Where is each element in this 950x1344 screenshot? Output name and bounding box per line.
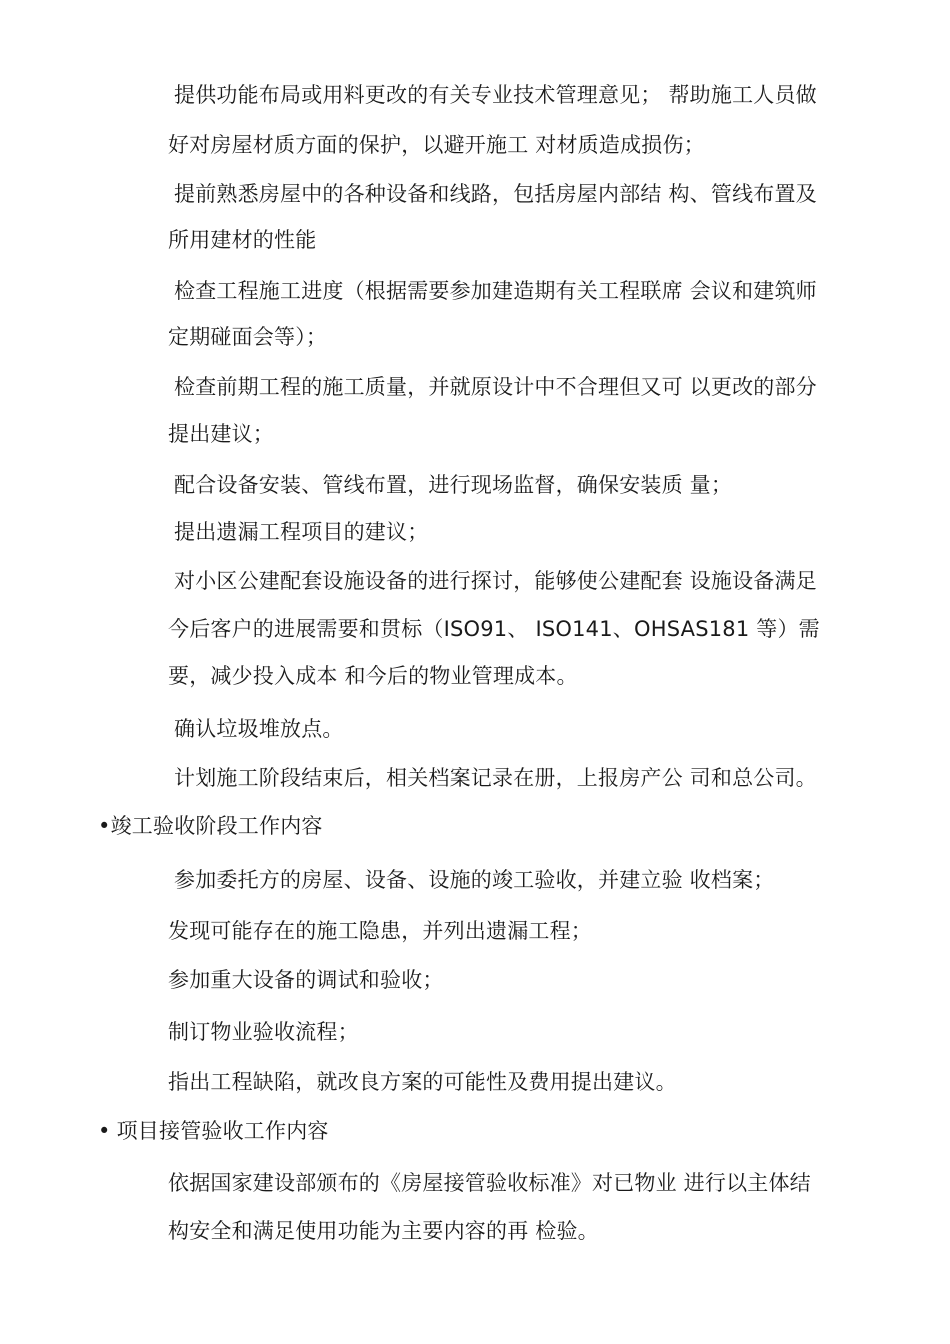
section-heading-text: 项目接管验收工作内容	[116, 1119, 329, 1143]
paragraph-line: 检查前期工程的施工质量，并就原设计中不合理但又可 以更改的部分	[174, 375, 817, 399]
paragraph-line: 提出建议；	[168, 422, 274, 446]
paragraph-line: 确认垃圾堆放点。	[174, 717, 344, 741]
paragraph-line: 对小区公建配套设施设备的进行探讨，能够使公建配套 设施设备满足	[174, 569, 817, 593]
list-item: 参加委托方的房屋、设备、设施的竣工验收，并建立验 收档案；	[174, 868, 775, 892]
section-heading-completion	[98, 812, 323, 840]
paragraph-line: 提供功能布局或用料更改的有关专业技术管理意见； 帮助施工人员做	[174, 83, 817, 107]
paragraph-line: 要，减少投入成本 和今后的物业管理成本。	[168, 664, 578, 688]
section-heading-takeover	[98, 1117, 329, 1145]
paragraph-line: 所用建材的性能	[168, 228, 317, 252]
paragraph-line: 提前熟悉房屋中的各种设备和线路，包括房屋内部结 构、管线布置及	[174, 182, 817, 206]
paragraph-line: 计划施工阶段结束后，相关档案记录在册，上报房产公 司和总公司。	[174, 766, 817, 790]
list-item: 发现可能存在的施工隐患，并列出遗漏工程；	[168, 919, 592, 943]
bullet-icon: •	[98, 1119, 111, 1143]
paragraph-line: 提出遗漏工程项目的建议；	[174, 520, 429, 544]
paragraph-line: 好对房屋材质方面的保护，以避开施工 对材质造成损伤；	[168, 133, 705, 157]
list-item: 制订物业验收流程；	[168, 1020, 359, 1044]
paragraph-line: 定期碰面会等）；	[168, 325, 328, 349]
paragraph-line: 依据国家建设部颁布的《房屋接管验收标准》对已物业 进行以主体结	[168, 1171, 811, 1195]
paragraph-line: 构安全和满足使用功能为主要内容的再 检验。	[168, 1219, 599, 1243]
section-heading-text: 竣工验收阶段工作内容	[110, 814, 323, 838]
list-item: 参加重大设备的调试和验收；	[168, 968, 444, 992]
list-item: 指出工程缺陷，就改良方案的可能性及费用提出建议。	[168, 1070, 677, 1094]
bullet-icon: •	[98, 814, 111, 838]
paragraph-line: 检查工程施工进度（根据需要参加建造期有关工程联席 会议和建筑师	[174, 279, 817, 303]
paragraph-line: 今后客户的进展需要和贯标（ISO91、 ISO141、OHSAS181 等）需	[168, 617, 820, 641]
paragraph-line: 配合设备安装、管线布置，进行现场监督，确保安装质 量；	[174, 473, 733, 497]
